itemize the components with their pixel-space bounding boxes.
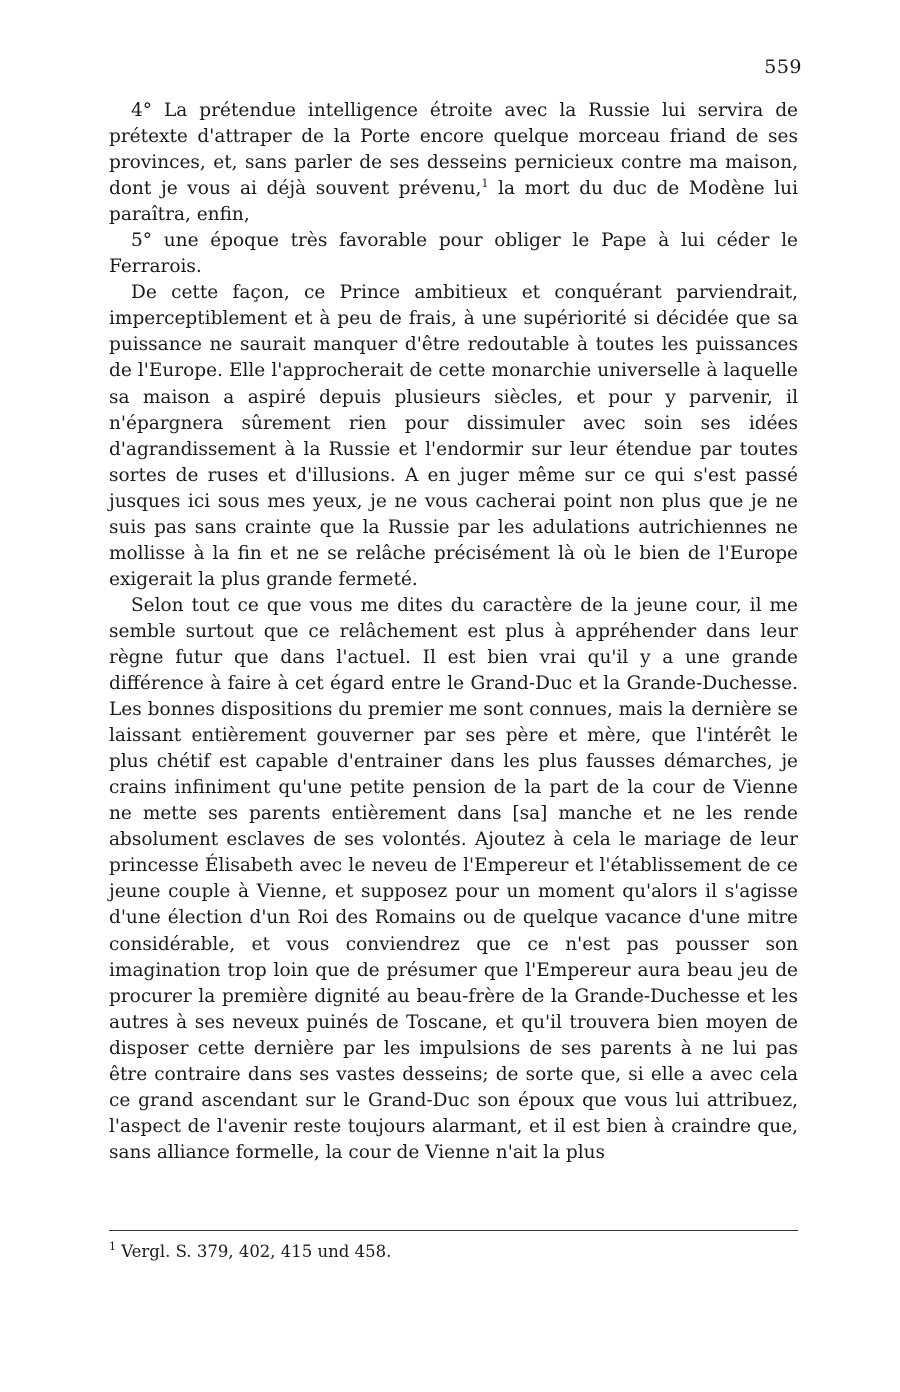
footnote-divider [109, 1230, 798, 1231]
footnote-marker: 1 [109, 1240, 116, 1253]
footnote-text: Vergl. S. 379, 402, 415 und 458. [116, 1242, 392, 1261]
body-text [109, 98, 798, 1166]
paragraph-2: 5° une époque très favorable pour obliger le Pape à lui céder le Ferrarois. [109, 230, 798, 278]
paragraph-3: De cette façon, ce Prince ambitieux et conquérant parviendrait, imperceptiblement et à peu de frais, à une supériorité si décidée que sa puissance ne saurait manquer d'être redoutable à toutes les puissances de l'Europe. Elle l'approcherait de cette monarchie universelle à laquelle sa maison a aspiré depuis plusieurs siècles, et pour y parvenir, il n'épargnera sûrement rien pour dissimuler avec soin ses idées d'agrandissement à la Russie et l'endormir sur leur étendue par toutes sortes de ruses et d'illusions. A en juger même sur ce qui s'est passé jusques ici sous mes yeux, je ne vous cacherai point non plus que je ne suis pas sans crainte que la Russie par les adulations autrichiennes ne mollisse à la fin et ne se relâche précisément là où le bien de l'Europe exigerait la plus grande fermeté. [109, 282, 798, 590]
footnote [109, 1241, 798, 1263]
paragraph-1: 4° La prétendue intelligence étroite avec la Russie lui servira de prétexte d'attraper de la Porte encore quelque morceau friand de ses provinces, et, sans parler de ses desseins pernicieux contre ma maison, dont je vous ai déjà souvent prévenu,$^1$ la mort du duc de Modène lui paraîtra, enfin, [109, 100, 799, 226]
paragraph-4: Selon tout ce que vous me dites du caractère de la jeune cour, il me semble surtout que ce relâchement est plus à appréhender dans leur règne futur que dans l'actuel. Il est bien vrai qu'il y a une grande différence à faire à cet égard entre le Grand-Duc et la Grande-Duchesse. Les bonnes dispositions du premier me sont connues, mais la dernière se laissant entièrement gouverner par ses père et mère, que l'intérêt le plus chétif est capable d'entrainer dans les plus fausses démarches, je crains infiniment qu'une petite pension de la part de la cour de Vienne ne mette ses parents entièrement dans [sa] manche et ne les rende absolument esclaves de ses volontés. Ajoutez à cela le mariage de leur princesse Élisabeth avec le neveu de l'Empereur et l'établissement de ce jeune couple à Vienne, et supposez pour un moment qu'alors il s'agisse d'une élection d'un Roi des Romains ou de quelque vacance d'une mitre considérable, et vous conviendrez que ce n'est pas pousser son imagination trop loin que de présumer que l'Empereur aura beau jeu de procurer la première dignité au beau-frère de la Grande-Duchesse et les autres à ses neveux puinés de Toscane, et qu'il trouvera bien moyen de disposer cette dernière par les impulsions de ses parents à ne lui pas être contraire dans ses vastes desseins; de sorte que, si elle a avec cela ce grand ascendant sur le Grand-Duc son époux que vous lui attribuez, l'aspect de l'avenir reste toujours alarmant, et il est bien à craindre que, sans alliance formelle, la cour de Vienne n'ait la plus [109, 594, 798, 1163]
footnote-reference: 1 [481, 177, 489, 191]
page-number: 559 [764, 56, 802, 78]
